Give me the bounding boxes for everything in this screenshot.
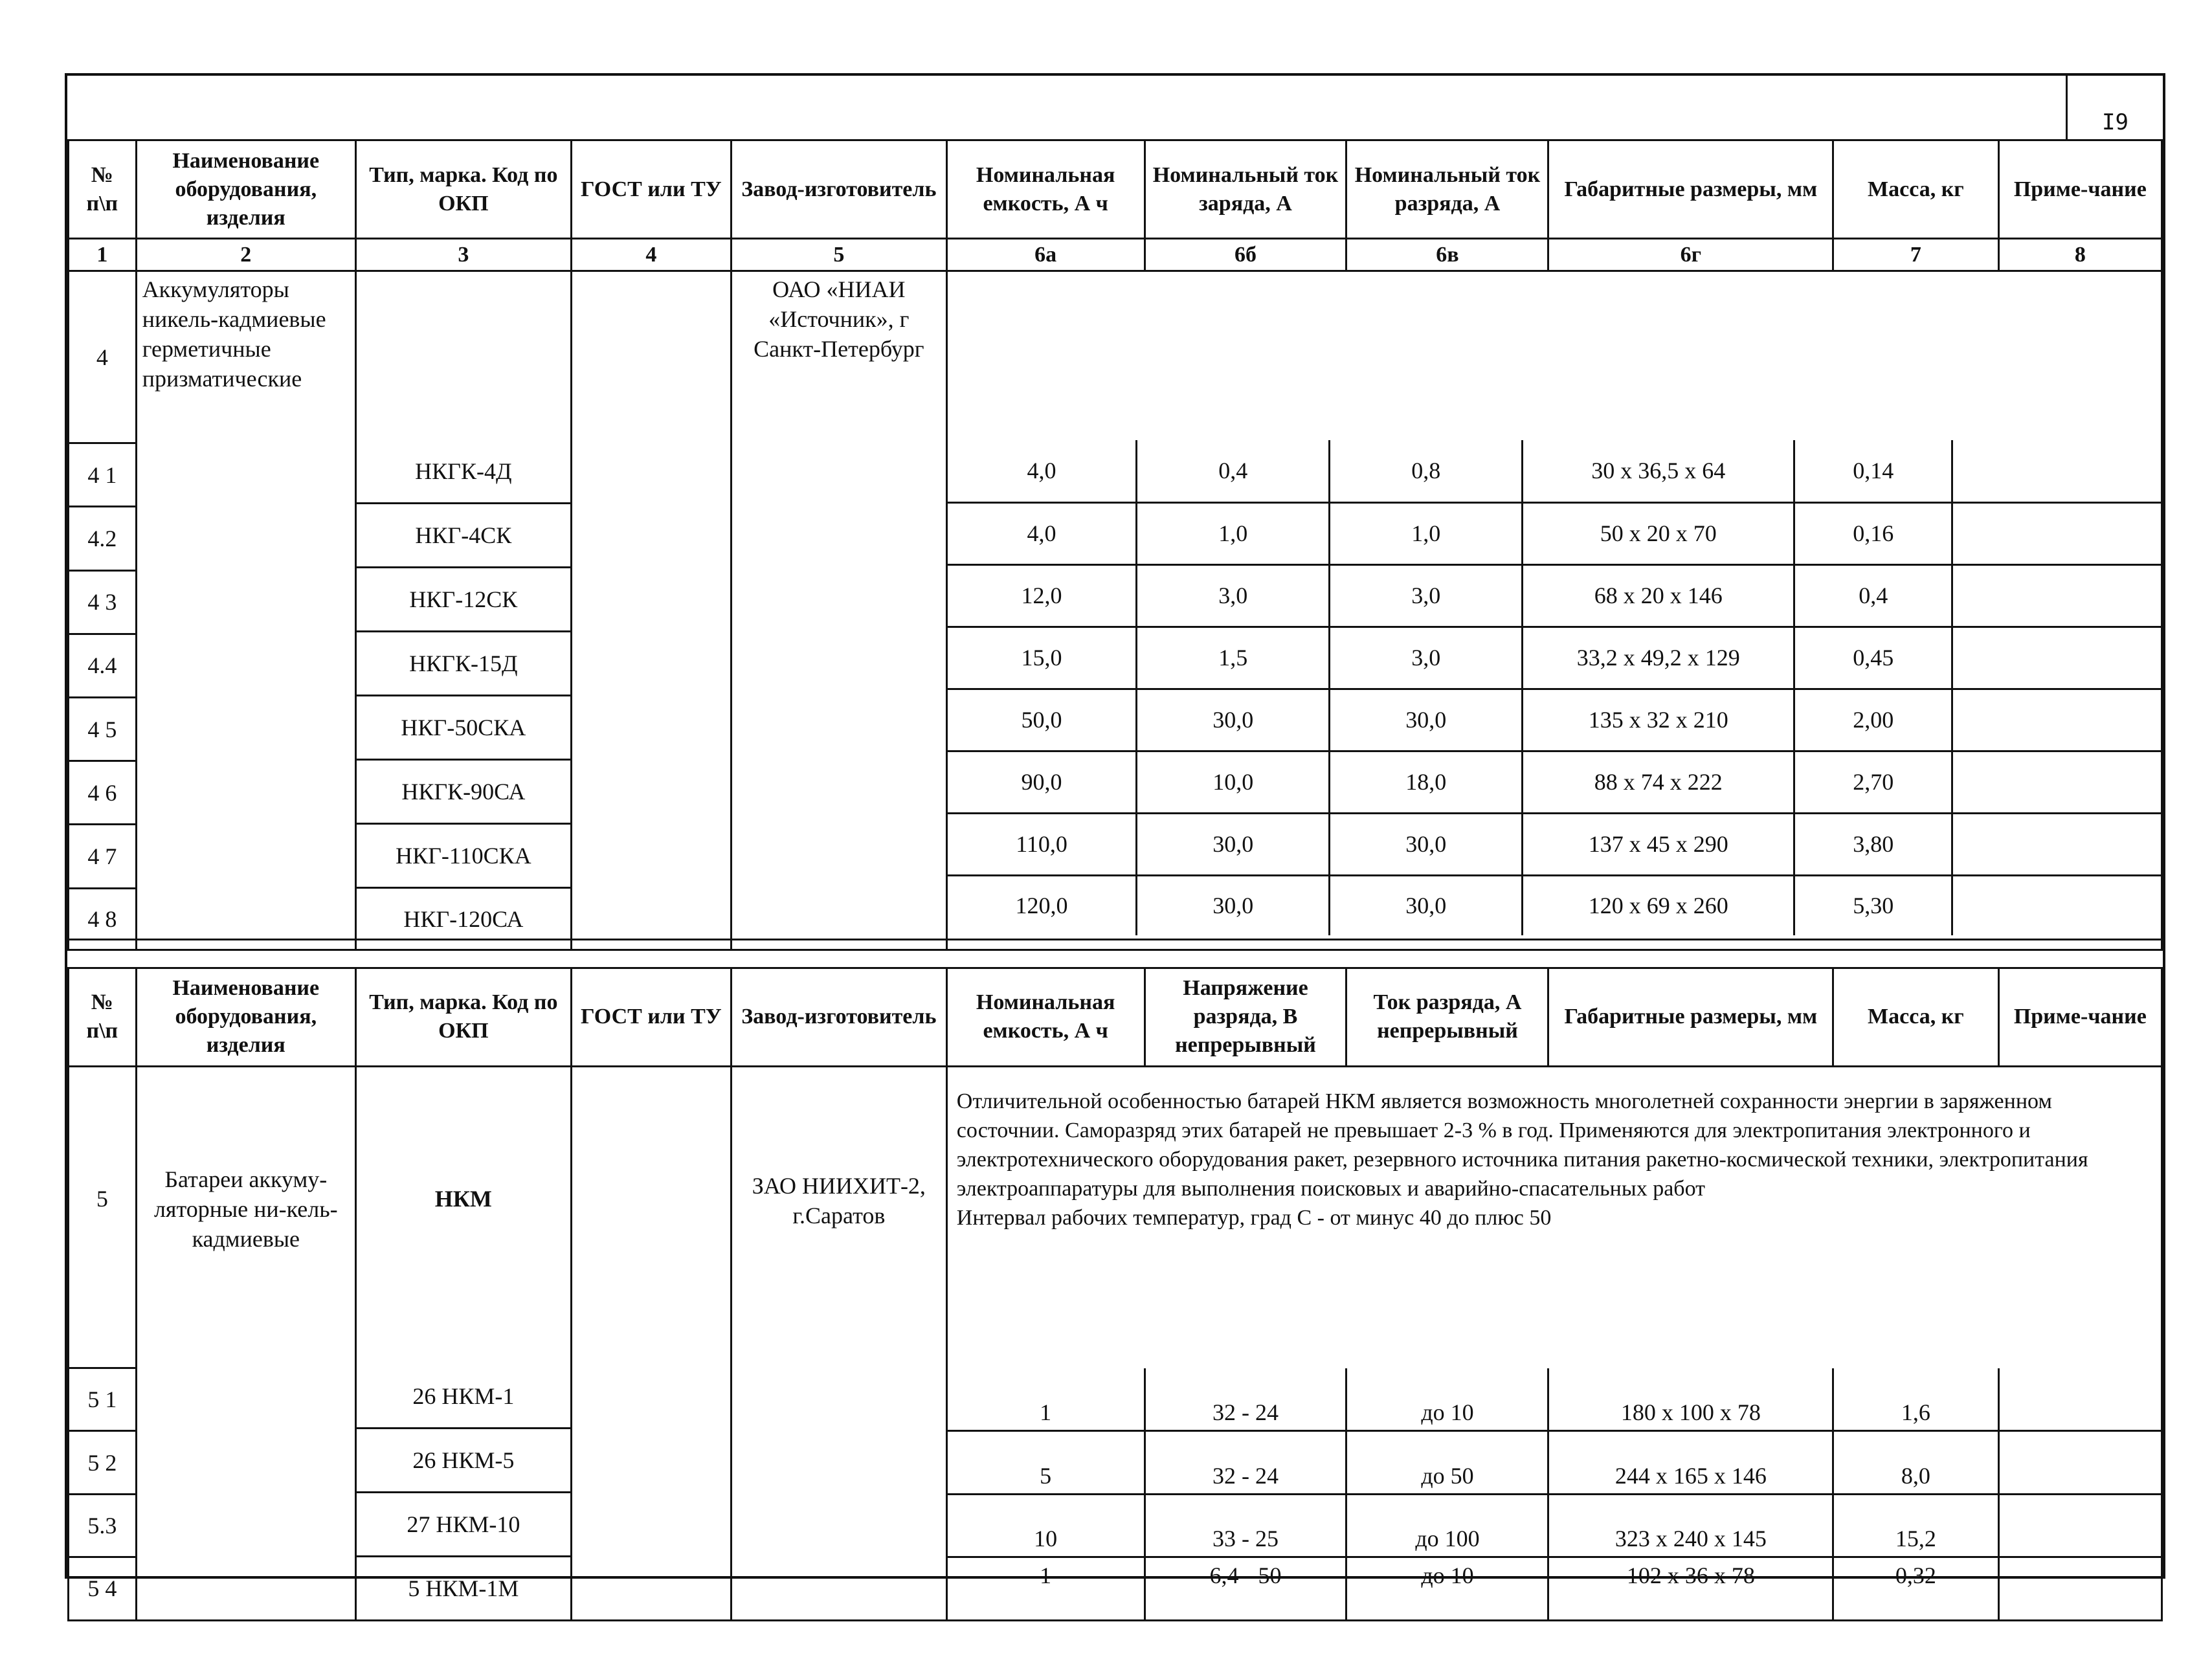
discharge-current-value: до 50 <box>1346 1431 1548 1494</box>
discharge-current-value: 1,0 <box>1330 502 1523 564</box>
capacity-value: 10 <box>946 1494 1145 1557</box>
type-value: 27 НКМ-10 <box>357 1493 570 1557</box>
column-number: 8 <box>1998 239 2162 271</box>
dimensions-value: 50 x 20 x 70 <box>1523 502 1794 564</box>
remark-cell <box>1952 751 2161 813</box>
column-number: 6г <box>1548 239 1833 271</box>
header-cell: Завод-изготовитель <box>731 969 946 1066</box>
header-cell: Габаритные размеры, мм <box>1548 140 1833 239</box>
remark-cell <box>1998 1431 2162 1494</box>
capacity-value: 5 <box>946 1431 1145 1494</box>
header-cell: Тип, марка. Код по ОКП <box>355 969 571 1066</box>
group-number: 5 <box>69 1066 137 1368</box>
row-number: 4 6 <box>69 761 137 825</box>
values-subtable <box>948 440 2161 935</box>
type-value: НКГ-50СКА <box>357 696 570 761</box>
mass-value: 0,14 <box>1794 440 1952 502</box>
mass-value: 3,80 <box>1794 813 1952 875</box>
group-row <box>69 1066 2162 1368</box>
row-number: 4 1 <box>69 443 137 507</box>
capacity-value: 1 <box>946 1557 1145 1620</box>
header-cell: Приме-чание <box>1998 140 2162 239</box>
header-cell: Наименование оборудования, изделия <box>136 140 355 239</box>
mass-value: 2,00 <box>1794 689 1952 751</box>
type-value: НКГ-110СКА <box>357 825 570 889</box>
row-number: 4.4 <box>69 634 137 697</box>
equipment-name <box>136 1066 355 1620</box>
type-value: НКГК-15Д <box>357 632 570 696</box>
column-number: 7 <box>1833 239 1998 271</box>
row-number: 4 3 <box>69 570 137 634</box>
header-row <box>69 140 2162 239</box>
table-row <box>948 502 2161 564</box>
mass-value: 15,2 <box>1833 1494 1998 1557</box>
remark-cell <box>1952 502 2161 564</box>
column-number: 3 <box>355 239 571 271</box>
header-cell: Напряжение разряда, В непрерывный <box>1145 969 1346 1066</box>
dimensions-value: 135 x 32 x 210 <box>1523 689 1794 751</box>
manufacturer-text: ЗАО НИИХИТ-2, г.Саратов <box>752 1172 926 1229</box>
row-number: 5 4 <box>69 1557 137 1620</box>
accumulators-table <box>67 139 2163 951</box>
description-note <box>946 1066 2162 1368</box>
remark-cell <box>1952 440 2161 502</box>
remark-cell <box>1952 875 2161 935</box>
temperature-range: Интервал рабочих температур, град С - от минус 40 до плюс 50 <box>956 1205 1552 1230</box>
charge-current-value: 10,0 <box>1137 751 1330 813</box>
header-cell: Тип, марка. Код по ОКП <box>355 140 571 239</box>
column-number: 6а <box>946 239 1145 271</box>
type-value: 5 НКМ-1М <box>408 1575 519 1601</box>
header-cell: Номинальный ток заряда, А <box>1145 140 1346 239</box>
capacity-value: 4,0 <box>948 502 1137 564</box>
dimensions-value: 88 x 74 x 222 <box>1523 751 1794 813</box>
capacity-value: 120,0 <box>948 875 1137 935</box>
charge-current-value: 0,4 <box>1137 440 1330 502</box>
capacity-value: 4,0 <box>948 440 1137 502</box>
header-cell: Номинальная емкость, А ч <box>946 140 1145 239</box>
dimensions-value: 180 x 100 x 78 <box>1548 1368 1833 1431</box>
dimensions-value: 120 x 69 x 260 <box>1523 875 1794 935</box>
capacity-value: 1 <box>946 1368 1145 1431</box>
column-number: 5 <box>731 239 946 271</box>
page-number: I9 <box>2066 76 2163 139</box>
header-cell: Ток разряда, А непрерывный <box>1346 969 1548 1066</box>
type-value: НКГ-4СК <box>357 504 570 568</box>
header-cell: Габаритные размеры, мм <box>1548 969 1833 1066</box>
type-value: НКГ-12СК <box>357 568 570 632</box>
discharge-current-value: до 10 <box>1346 1557 1548 1620</box>
charge-current-value: 30,0 <box>1137 689 1330 751</box>
type-cell <box>355 271 571 950</box>
capacity-value: 110,0 <box>948 813 1137 875</box>
header-cell: Масса, кг <box>1833 140 1998 239</box>
voltage-value: 32 - 24 <box>1145 1431 1346 1494</box>
header-cell: № п\п <box>69 140 137 239</box>
manufacturer <box>731 1066 946 1620</box>
capacity-value: 50,0 <box>948 689 1137 751</box>
row-number: 5.3 <box>69 1494 137 1557</box>
gost-cell <box>571 271 731 950</box>
type-cell <box>355 1066 571 1620</box>
column-number: 4 <box>571 239 731 271</box>
table-row <box>948 813 2161 875</box>
column-number: 1 <box>69 239 137 271</box>
type-value: НКГК-90СА <box>357 761 570 825</box>
row-number: 5 1 <box>69 1368 137 1431</box>
discharge-current-value: 18,0 <box>1330 751 1523 813</box>
mass-value: 0,4 <box>1794 564 1952 627</box>
row-number: 4.2 <box>69 507 137 570</box>
remark-cell <box>1952 564 2161 627</box>
header-cell: Номинальный ток разряда, А <box>1346 140 1548 239</box>
equipment-name: Аккумуляторы никель-кадмиевые герметичные призматические <box>136 271 355 950</box>
mass-value: 1,6 <box>1833 1368 1998 1431</box>
discharge-current-value: 30,0 <box>1330 813 1523 875</box>
header-cell: Приме-чание <box>1998 969 2162 1066</box>
voltage-value: 6,4 - 50 <box>1145 1557 1346 1620</box>
remark-cell <box>1998 1368 2162 1431</box>
type-value: НКГК-4Д <box>357 440 570 504</box>
discharge-current-value: до 10 <box>1346 1368 1548 1431</box>
charge-current-value: 3,0 <box>1137 564 1330 627</box>
remark-cell <box>1952 627 2161 689</box>
column-number: 6в <box>1346 239 1548 271</box>
discharge-current-value: 3,0 <box>1330 564 1523 627</box>
remark-cell <box>1952 689 2161 751</box>
document-sheet <box>65 73 2165 1602</box>
table-row <box>948 627 2161 689</box>
group-row <box>69 271 2162 443</box>
discharge-current-value: 30,0 <box>1330 875 1523 935</box>
discharge-current-value: 3,0 <box>1330 627 1523 689</box>
manufacturer: ОАО «НИАИ «Источник», г Санкт-Петербург <box>731 271 946 950</box>
dimensions-value: 102 x 36 x 78 <box>1548 1557 1833 1620</box>
voltage-value: 32 - 24 <box>1145 1368 1346 1431</box>
header-cell: Завод-изготовитель <box>731 140 946 239</box>
charge-current-value: 1,0 <box>1137 502 1330 564</box>
row-number: 4 8 <box>69 888 137 950</box>
dimensions-value: 323 x 240 x 145 <box>1548 1494 1833 1557</box>
type-value: НКГ-120СА <box>403 906 524 932</box>
mass-value: 8,0 <box>1833 1431 1998 1494</box>
batteries-table <box>67 969 2163 1621</box>
type-value: 26 НКМ-5 <box>357 1429 570 1493</box>
table-row <box>948 564 2161 627</box>
type-value: 26 НКМ-1 <box>357 1365 570 1429</box>
capacity-value: 15,0 <box>948 627 1137 689</box>
mass-value: 2,70 <box>1794 751 1952 813</box>
table-row <box>948 689 2161 751</box>
header-cell: № п\п <box>69 969 137 1066</box>
table-row <box>948 751 2161 813</box>
values-block <box>946 271 2162 950</box>
remark-cell <box>1998 1494 2162 1557</box>
capacity-value: 12,0 <box>948 564 1137 627</box>
header-cell: Наименование оборудования, изделия <box>136 969 355 1066</box>
charge-current-value: 30,0 <box>1137 813 1330 875</box>
charge-current-value: 30,0 <box>1137 875 1330 935</box>
charge-current-value: 1,5 <box>1137 627 1330 689</box>
capacity-value: 90,0 <box>948 751 1137 813</box>
group-number: 4 <box>69 271 137 443</box>
dimensions-value: 137 x 45 x 290 <box>1523 813 1794 875</box>
table-separator <box>67 939 2163 969</box>
header-cell: Масса, кг <box>1833 969 1998 1066</box>
column-number: 2 <box>136 239 355 271</box>
header-cell: Номинальная емкость, А ч <box>946 969 1145 1066</box>
dimensions-value: 33,2 x 49,2 x 129 <box>1523 627 1794 689</box>
dimensions-value: 30 x 36,5 x 64 <box>1523 440 1794 502</box>
remark-cell <box>1952 813 2161 875</box>
row-number: 4 7 <box>69 825 137 888</box>
row-number: 4 5 <box>69 698 137 761</box>
discharge-current-value: 30,0 <box>1330 689 1523 751</box>
mass-value: 0,45 <box>1794 627 1952 689</box>
voltage-value: 33 - 25 <box>1145 1494 1346 1557</box>
equipment-name-text: Батареи аккуму-ляторные ни-кель-кадмиевые <box>153 1166 338 1252</box>
header-cell: ГОСТ или ТУ <box>571 969 731 1066</box>
table-row <box>948 875 2161 935</box>
type-group: НКМ <box>434 1185 492 1212</box>
row-number: 5 2 <box>69 1431 137 1494</box>
table-row <box>948 440 2161 502</box>
discharge-current-value: 0,8 <box>1330 440 1523 502</box>
column-number-row <box>69 239 2162 271</box>
mass-value: 0,32 <box>1833 1557 1998 1620</box>
column-number: 6б <box>1145 239 1346 271</box>
header-row <box>69 969 2162 1066</box>
header-cell: ГОСТ или ТУ <box>571 140 731 239</box>
dimensions-value: 68 x 20 x 146 <box>1523 564 1794 627</box>
dimensions-value: 244 x 165 x 146 <box>1548 1431 1833 1494</box>
remark-cell <box>1998 1557 2162 1620</box>
mass-value: 0,16 <box>1794 502 1952 564</box>
description-text: Отличительной особенностью батарей НКМ является возможность многолетней сохранности энергии в заряженном состочнии. Саморазряд этих батарей не превышает 2-3 % в год. Применяются для электропитания электронного и электротехнического оборудования ракет, резервного источника питания ракетно-космической техники, электропитания электроаппаратуры для выполнения поисковых и аварийно-спасательных работ <box>956 1089 2088 1201</box>
mass-value: 5,30 <box>1794 875 1952 935</box>
discharge-current-value: до 100 <box>1346 1494 1548 1557</box>
gost-cell <box>571 1066 731 1620</box>
